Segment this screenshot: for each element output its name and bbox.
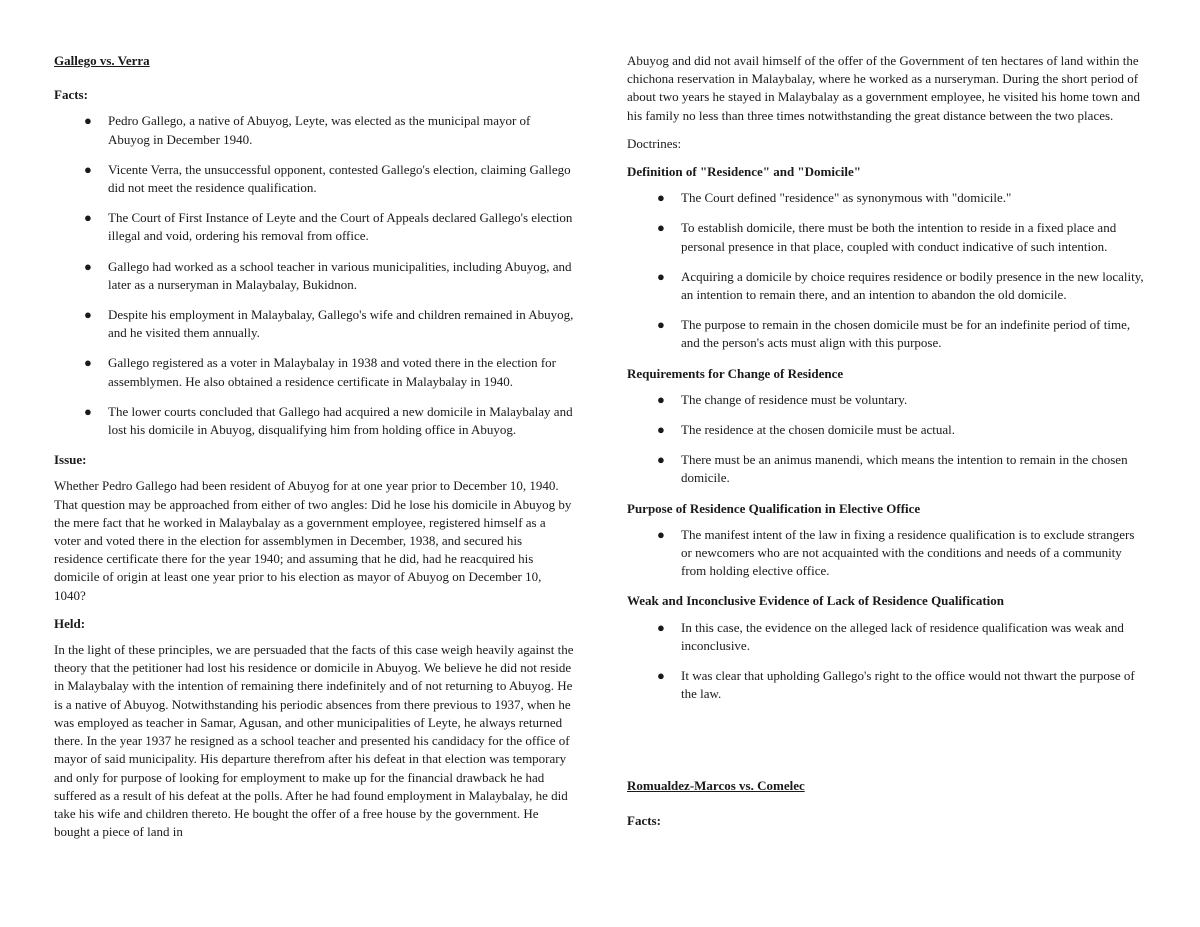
list-item: ● Acquiring a domicile by choice requires residence or bodily presence in the new locality, an intention to remain there, and an intention to abandon the old domicile. [657,268,1144,303]
list-item: ● The lower courts concluded that Gallego had acquired a new domicile in Malaybalay and lost his domicile in Abuyog, disqualifying him from holding office in Abuyog. [84,403,573,438]
left-column [54,52,574,851]
bullet-icon: ● [657,619,665,635]
list-item: ● There must be an animus manendi, which means the intention to remain in the chosen domicile. [657,452,1128,486]
doctrines-label: Doctrines: [627,135,682,151]
section-heading: Requirements for Change of Residence [627,365,844,381]
bullet-icon: ● [657,422,665,438]
doctrine-list [627,526,1147,581]
bullet-icon: ● [657,317,665,333]
case-title: Gallego vs. Verra [54,53,150,68]
bullet-icon: ● [657,220,665,236]
list-item: ● The change of residence must be voluntary. [627,391,1147,409]
next-case-title: Romualdez-Marcos vs. Comelec [627,778,805,794]
bullet-icon: ● [84,161,92,177]
bullet-icon: ● [657,526,665,542]
held-text: In the light of these principles, we are persuaded that the facts of this case weigh heavily against the theory that the petitioner had lost his residence or domicile in Abuyog. We believe he did not reside in Malaybalay with the intention of remaining there indefinitely and of not returning to Abuyog. He is a native of Abuyog. Notwithstanding his periodic absences from there previous to 1937, when he was employed as teacher in Samar, Agusan, and other municipalities of Leyte, he always returned there. In the year 1937 he resigned as a school teacher and presented his candidacy for the office of mayor of said municipality. His departure therefrom after his defeat in that election was temporary and only for purpose of looking for employment to make up for the financial drawback he had suffered as a result of his defeat at the polls. After he had found employment in Malaybalay, he did take his wife and children thereto. He bought the offer of a free house by the government. He bought a piece of land in [54,642,574,840]
doctrine-list [627,619,1147,704]
spacer [627,715,1147,777]
bullet-icon: ● [84,258,92,274]
next-facts-heading: Facts: [627,812,661,828]
bullet-icon: ● [657,268,665,284]
list-item: ● The Court of First Instance of Leyte and the Court of Appeals declared Gallego's election illegal and void, ordering his removal from office. [84,210,573,244]
facts-list [54,112,574,439]
list-item: ● Pedro Gallego, a native of Abuyog, Leyte, was elected as the municipal mayor of Abuyog in December 1940. [84,113,531,147]
list-item: ● Gallego registered as a voter in Malaybalay in 1938 and voted there in the election for assemblymen. He also obtained a residence certificate in Malaybalay in 1940. [84,355,556,389]
bullet-icon: ● [657,391,665,407]
right-column [627,52,1147,838]
list-item: ● Gallego had worked as a school teacher in various municipalities, including Abuyog, and later as a nurseryman in Malaybalay, Bukidnon. [84,258,572,292]
section-heading: Purpose of Residence Qualification in Elective Office [627,500,921,516]
bullet-icon: ● [84,307,92,323]
section-heading: Definition of "Residence" and "Domicile" [627,164,861,180]
list-item: ● Despite his employment in Malaybalay, Gallego's wife and children remained in Abuyog, and he visited them annually. [84,307,574,341]
doctrine-list [627,391,1147,488]
list-item: ● To establish domicile, there must be both the intention to reside in a fixed place and personal presence in that place, coupled with conduct indicative of such intention. [657,220,1117,254]
list-item: ● The manifest intent of the law in fixing a residence qualification is to exclude strangers or newcomers who are not acquainted with the conditions and needs of a community from holding elective office. [657,526,1135,579]
bullet-icon: ● [657,452,665,468]
held-text-continued: Abuyog and did not avail himself of the offer of the Government of ten hectares of land within the chichona reservation in Malaybalay, where he worked as a nurseryman. During the short period of about two years he stayed in Malaybalay as a government employee, he visited his home town and his family no less than three times notwithstanding the great distance between the two places. [627,53,1140,123]
list-item: ● The residence at the chosen domicile must be actual. [627,421,1147,439]
held-heading: Held: [54,615,86,631]
issue-heading: Issue: [54,452,87,468]
bullet-icon: ● [84,113,92,129]
list-item: ● In this case, the evidence on the alleged lack of residence qualification was weak and inconclusive. [657,619,1124,653]
section-heading: Weak and Inconclusive Evidence of Lack of Residence Qualification [627,593,1005,609]
bullet-icon: ● [657,668,665,684]
facts-heading: Facts: [54,87,88,103]
bullet-icon: ● [657,190,665,206]
list-item: ● The purpose to remain in the chosen domicile must be for an indefinite period of time, and the person's acts must align with this purpose. [657,317,1131,351]
list-item: ● It was clear that upholding Gallego's right to the office would not thwart the purpose of the law. [657,668,1135,702]
doctrine-list [627,189,1147,352]
list-item: ● Vicente Verra, the unsuccessful opponent, contested Gallego's election, claiming Gallego did not meet the residence qualification. [84,161,571,196]
bullet-icon: ● [84,210,92,226]
issue-text: Whether Pedro Gallego had been resident of Abuyog for at one year prior to December 10, 1940. That question may be approached from either of two angles: Did he lose his domicile in Abuyog by the mere fact that he worked in Malaybalay as a government employee, registered himself as a voter and voted there in the election for assemblymen in December, 1938, and secured his residence certificate there for the year 1940; and assuming that he did, had he reacquired his domicile of origin at least one year prior to his election as mayor of Abuyog on December 10, 1040? [54,478,572,603]
bullet-icon: ● [84,355,92,371]
list-item: ● The Court defined "residence" as synonymous with "domicile." [627,189,1147,207]
bullet-icon: ● [84,403,92,419]
